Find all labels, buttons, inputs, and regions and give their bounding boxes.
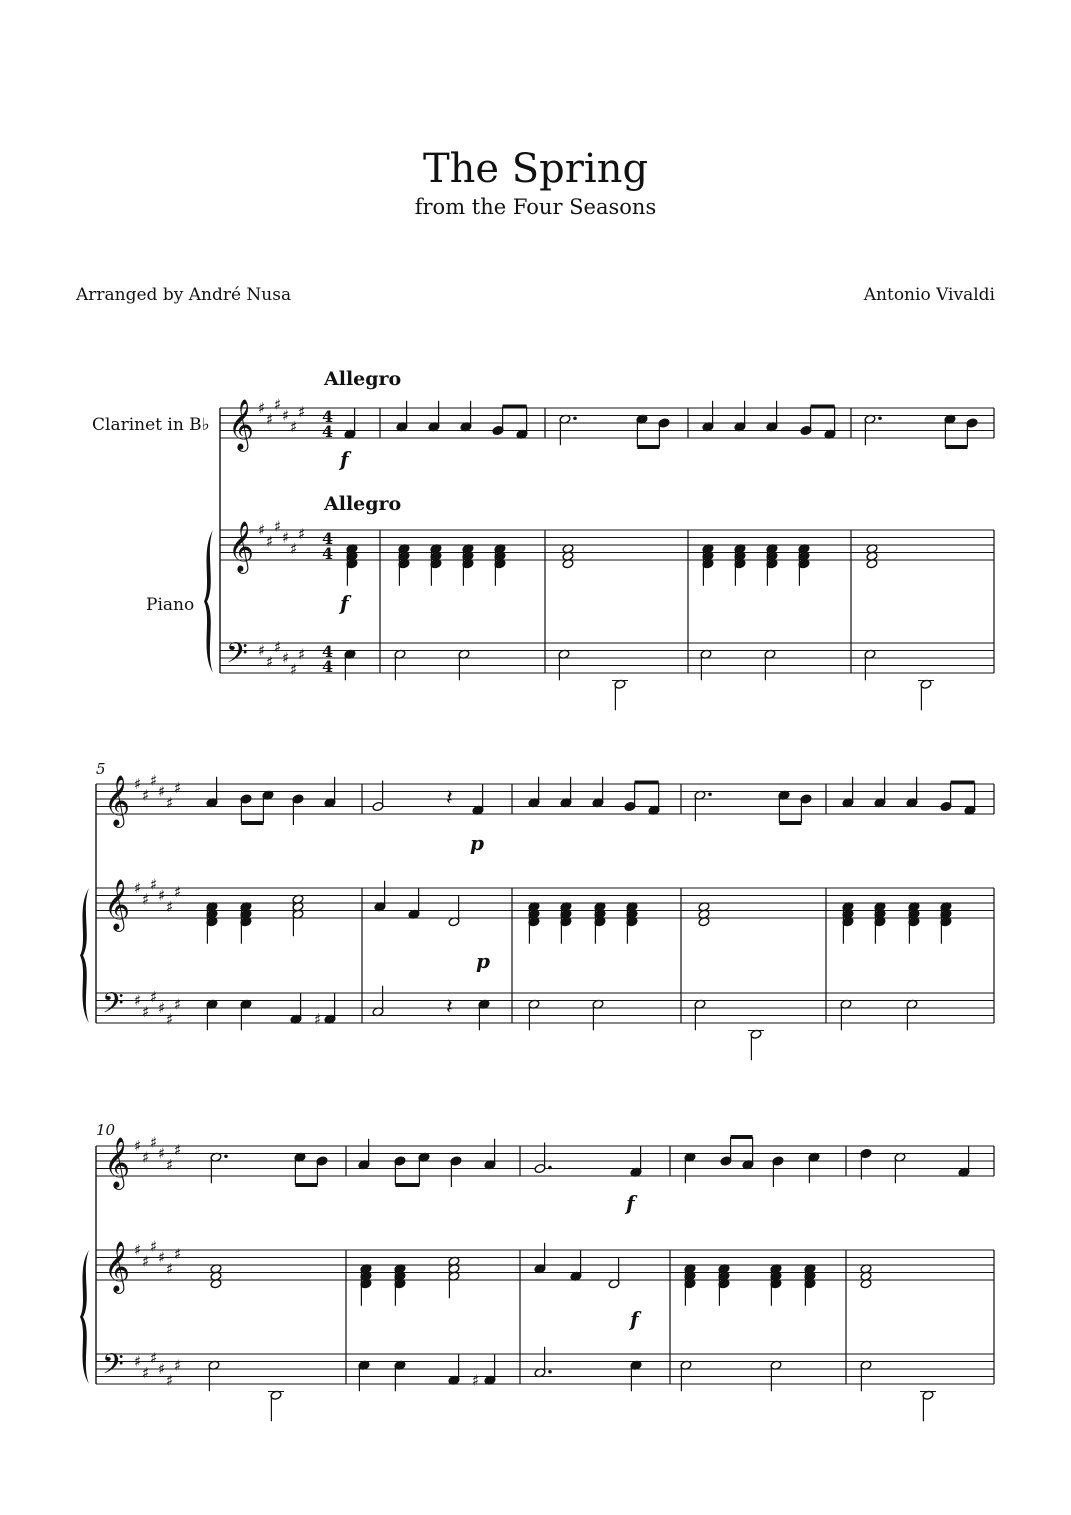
chord	[360, 1264, 372, 1306]
note	[560, 777, 572, 808]
note	[684, 1152, 696, 1183]
chord	[346, 544, 358, 586]
chord	[562, 544, 574, 569]
quarter-rest: 𝄽	[446, 995, 453, 1020]
note	[448, 896, 460, 927]
measure-number: 5	[96, 760, 106, 778]
key-sharp: ♯	[290, 539, 298, 558]
quarter-rest: 𝄽	[446, 786, 453, 811]
note	[528, 999, 540, 1030]
dynamic-piano: p	[470, 831, 484, 855]
key-sharp: ♯	[142, 1363, 150, 1382]
chord	[462, 544, 474, 586]
note	[864, 414, 882, 445]
key-sharp: ♯	[158, 782, 166, 801]
note	[324, 777, 336, 808]
piano-brace	[80, 1250, 89, 1384]
note	[734, 401, 746, 432]
key-sharp: ♯	[158, 999, 166, 1017]
note	[842, 777, 854, 808]
note	[559, 414, 577, 445]
arranger-credit: Arranged by André Nusa	[76, 285, 292, 305]
note	[534, 1347, 552, 1378]
note	[592, 777, 604, 808]
treble-clef: 𝄞	[104, 879, 131, 930]
key-sharp: ♯	[134, 879, 142, 897]
note	[748, 1029, 764, 1060]
note	[240, 999, 252, 1030]
chord	[448, 1256, 460, 1298]
note	[408, 888, 420, 919]
dynamic-forte: f	[340, 591, 349, 615]
key-sharp: ♯	[266, 652, 274, 671]
measure-number: 10	[96, 1121, 116, 1139]
note	[840, 999, 852, 1030]
note	[472, 784, 484, 815]
chord	[860, 1264, 872, 1289]
key-sharp: ♯	[134, 1137, 142, 1155]
key-sharp: ♯	[274, 517, 282, 536]
note	[344, 649, 356, 680]
key-sharp: ♯	[150, 1237, 158, 1256]
note	[484, 1139, 496, 1170]
chord	[798, 544, 810, 586]
note	[450, 1156, 462, 1187]
key-sharp: ♯	[274, 637, 282, 656]
key-sharp: ♯	[134, 1241, 142, 1259]
dynamic-forte: f	[340, 447, 349, 471]
time-signature-bottom: 4	[322, 657, 334, 676]
key-sharp: ♯	[290, 417, 298, 436]
chord	[430, 544, 442, 586]
key-sharp: ♯	[142, 1002, 150, 1021]
key-sharp: ♯	[158, 886, 166, 905]
note	[860, 1148, 872, 1179]
chord	[940, 902, 952, 944]
key-sharp: ♯	[298, 524, 306, 543]
chord	[770, 1264, 782, 1306]
time-signature-bottom: 4	[322, 422, 334, 441]
staff-piano-treble-2	[96, 888, 994, 918]
key-sharp: ♯	[166, 1259, 174, 1278]
chord	[398, 544, 410, 586]
note	[608, 1258, 620, 1289]
score-title: The Spring	[422, 146, 649, 192]
note	[374, 881, 386, 912]
key-sharp: ♯	[258, 521, 266, 539]
chord	[698, 902, 710, 927]
chord	[908, 902, 920, 944]
tempo-marking-piano: Allegro	[324, 493, 402, 515]
treble-clef: 𝄞	[104, 1241, 131, 1292]
key-sharp: ♯	[150, 771, 158, 790]
note	[906, 999, 918, 1030]
note	[210, 1152, 228, 1183]
note	[206, 999, 218, 1030]
chord	[874, 902, 886, 944]
time-signature-top: 4	[322, 642, 334, 661]
note	[458, 649, 470, 680]
treble-clef: 𝄞	[228, 399, 255, 450]
chord	[626, 902, 638, 944]
note	[772, 1156, 784, 1187]
staff-clarinet-1	[220, 408, 994, 438]
piano-brace	[80, 888, 89, 1023]
key-sharp: ♯	[290, 660, 298, 679]
tempo-marking-clarinet: Allegro	[324, 368, 402, 390]
chord	[734, 544, 746, 586]
time-signature-top: 4	[322, 529, 334, 548]
note	[630, 1360, 642, 1391]
note	[290, 993, 302, 1024]
note	[906, 777, 918, 808]
bass-clef: 𝄢	[102, 987, 124, 1027]
instrument-name-clarinet: Clarinet in B♭	[92, 415, 210, 435]
chord	[528, 902, 540, 944]
dynamic-forte: f	[630, 1307, 639, 1331]
note	[694, 790, 712, 821]
key-sharp: ♯	[282, 406, 290, 425]
note	[702, 401, 714, 432]
note	[448, 1354, 460, 1385]
dynamic-piano: p	[476, 949, 490, 973]
staff-piano-bass-2	[96, 993, 994, 1023]
note	[918, 679, 934, 710]
time-signature-bottom: 4	[322, 544, 334, 563]
note	[358, 1139, 370, 1170]
accidental-sharp: ♯	[314, 1010, 322, 1029]
note	[570, 1250, 582, 1281]
chord	[240, 902, 252, 944]
chord	[560, 902, 572, 944]
note	[592, 999, 604, 1030]
key-sharp: ♯	[174, 1356, 182, 1375]
note	[344, 408, 356, 439]
note	[208, 1360, 220, 1391]
staff-piano-treble-1	[220, 530, 994, 560]
key-sharp: ♯	[166, 1155, 174, 1174]
key-sharp: ♯	[134, 991, 142, 1010]
key-sharp: ♯	[158, 1248, 166, 1267]
key-sharp: ♯	[142, 786, 150, 805]
chord	[494, 544, 506, 586]
note	[394, 1360, 406, 1391]
key-sharp: ♯	[298, 402, 306, 421]
chord	[842, 902, 854, 944]
chord	[292, 894, 304, 936]
chord	[210, 1264, 222, 1289]
chord	[866, 544, 878, 569]
key-sharp: ♯	[174, 1140, 182, 1159]
key-sharp: ♯	[142, 890, 150, 909]
chord	[702, 544, 714, 586]
bass-clef: 𝄢	[226, 637, 248, 677]
key-sharp: ♯	[298, 645, 306, 664]
time-signature-top: 4	[322, 407, 334, 426]
note	[428, 401, 440, 432]
key-sharp: ♯	[282, 649, 290, 667]
note	[206, 777, 218, 808]
note	[292, 794, 304, 825]
key-sharp: ♯	[266, 532, 274, 551]
note	[372, 986, 384, 1017]
key-sharp: ♯	[142, 1148, 150, 1167]
note	[770, 1360, 782, 1391]
note	[766, 401, 778, 432]
chord	[718, 1264, 730, 1306]
staff-piano-bass-1	[220, 643, 994, 673]
note	[874, 777, 886, 808]
key-sharp: ♯	[174, 995, 182, 1014]
note	[700, 649, 712, 680]
note	[268, 1390, 284, 1421]
key-sharp: ♯	[150, 1348, 158, 1367]
key-sharp: ♯	[174, 778, 182, 797]
accidental-sharp: ♯	[472, 1371, 480, 1390]
key-sharp: ♯	[134, 1352, 142, 1371]
instrument-name-piano: Piano	[146, 595, 195, 615]
note	[630, 1146, 642, 1177]
note	[764, 649, 776, 680]
staff-clarinet-2	[96, 784, 994, 814]
note	[396, 401, 408, 432]
key-sharp: ♯	[266, 410, 274, 429]
note	[864, 649, 876, 680]
note	[894, 1152, 906, 1183]
note	[680, 1360, 692, 1391]
note	[372, 781, 384, 812]
treble-clef: 𝄞	[104, 775, 131, 826]
chord	[206, 902, 218, 944]
treble-clef: 𝄞	[104, 1137, 131, 1188]
key-sharp: ♯	[166, 897, 174, 916]
key-sharp: ♯	[134, 775, 142, 793]
key-sharp: ♯	[166, 1371, 174, 1390]
composer-credit: Antonio Vivaldi	[863, 285, 995, 305]
note	[808, 1152, 820, 1183]
note	[394, 649, 406, 680]
key-sharp: ♯	[158, 1360, 166, 1378]
chord	[766, 544, 778, 586]
note	[358, 1360, 370, 1391]
key-sharp: ♯	[158, 1144, 166, 1163]
key-sharp: ♯	[174, 882, 182, 901]
piano-brace	[204, 530, 213, 673]
key-sharp: ♯	[166, 793, 174, 812]
chord	[804, 1264, 816, 1306]
note	[920, 1390, 936, 1421]
note	[534, 1143, 552, 1174]
key-sharp: ♯	[150, 875, 158, 894]
dynamic-forte: f	[626, 1191, 635, 1215]
key-sharp: ♯	[174, 1244, 182, 1263]
note	[860, 1360, 872, 1391]
note	[534, 1243, 546, 1274]
key-sharp: ♯	[282, 528, 290, 547]
note	[460, 401, 472, 432]
score-subtitle: from the Four Seasons	[414, 195, 657, 219]
note	[528, 777, 540, 808]
key-sharp: ♯	[258, 399, 266, 417]
key-sharp: ♯	[150, 987, 158, 1006]
key-sharp: ♯	[258, 641, 266, 660]
note	[558, 649, 570, 680]
chord	[394, 1264, 406, 1306]
note	[694, 999, 706, 1030]
key-sharp: ♯	[274, 395, 282, 414]
key-sharp: ♯	[150, 1133, 158, 1152]
chord	[684, 1264, 696, 1306]
note	[478, 999, 490, 1030]
key-sharp: ♯	[142, 1252, 150, 1271]
bass-clef: 𝄢	[102, 1348, 124, 1388]
note	[612, 679, 628, 710]
treble-clef: 𝄞	[228, 521, 255, 572]
chord	[594, 902, 606, 944]
note	[324, 993, 336, 1024]
note	[484, 1354, 496, 1385]
key-sharp: ♯	[166, 1010, 174, 1029]
note	[958, 1146, 970, 1177]
